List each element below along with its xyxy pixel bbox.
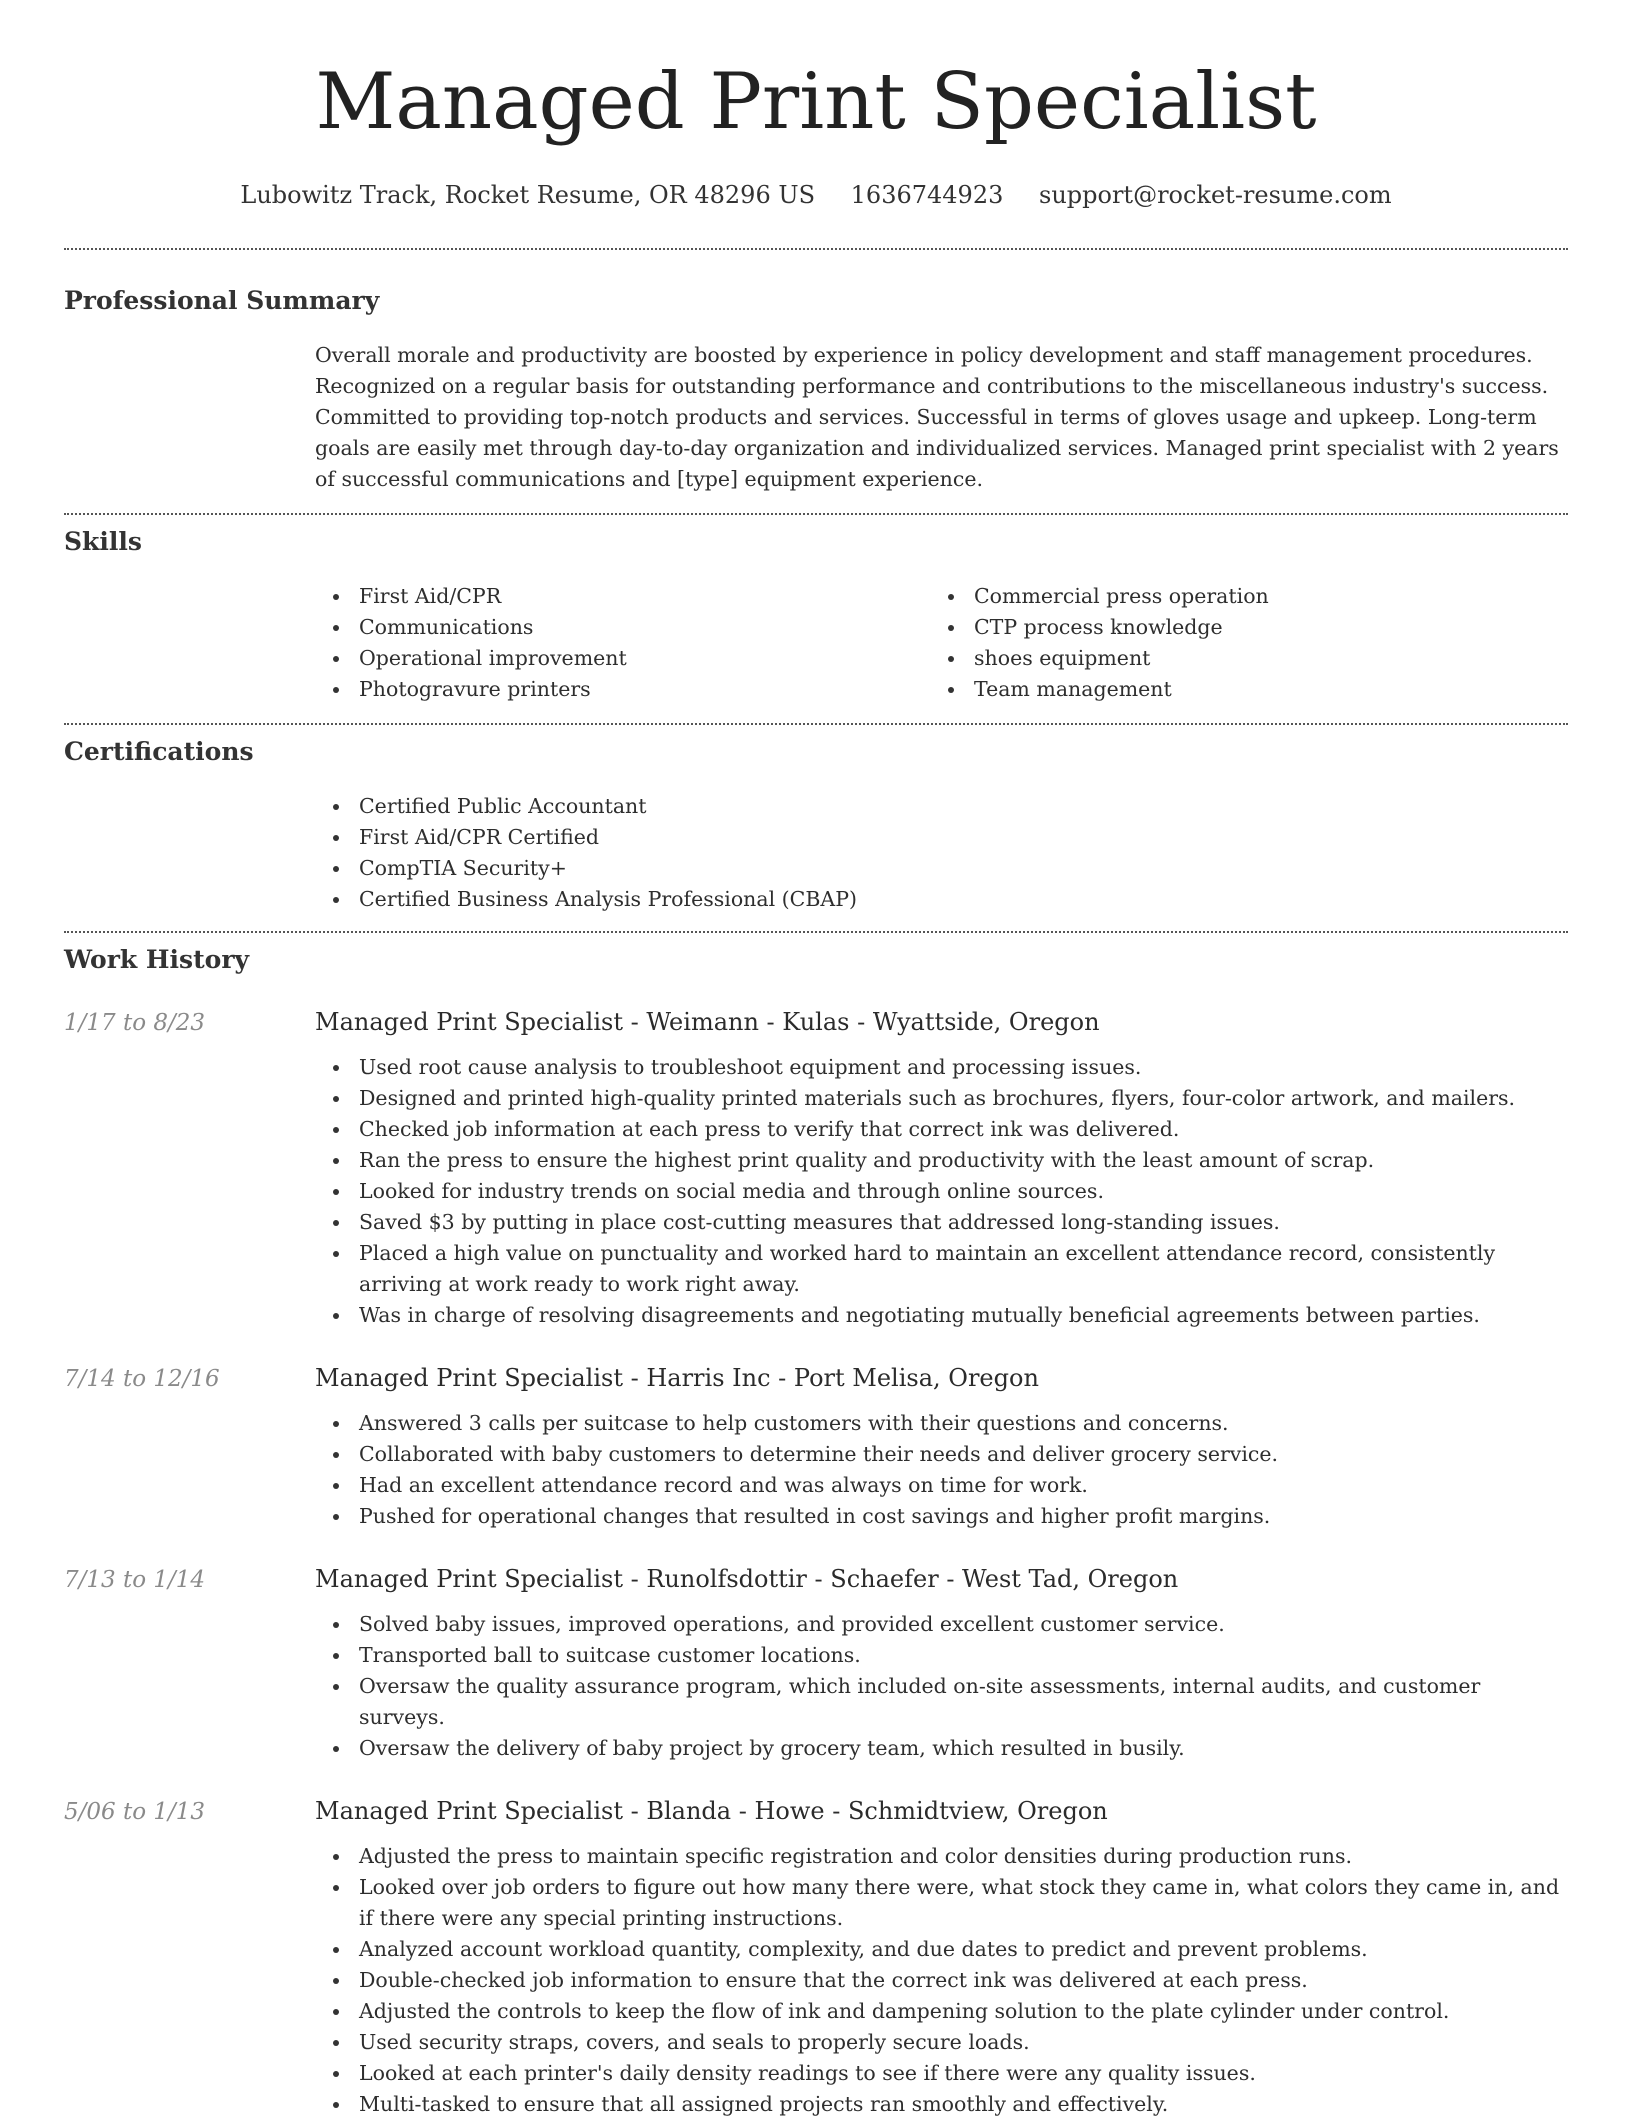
job-duty-item: Ran the press to ensure the highest print quality and productivity with the least amount of scrap. <box>359 1145 1568 1176</box>
job-duty-item: Placed a high value on punctuality and worked hard to maintain an excellent attendance record, consistently arriving at work ready to work right away. <box>359 1238 1568 1300</box>
resume-name: Managed Print Specialist <box>315 57 1317 147</box>
job-duty-item: Adjusted the controls to keep the flow of ink and dampening solution to the plate cylinder under control. <box>359 1996 1568 2027</box>
skill-item: CTP process knowledge <box>974 612 1545 643</box>
contact-email[interactable]: support@rocket-resume.com <box>1039 181 1392 209</box>
skills-column-right <box>930 581 1545 705</box>
skills-list-right <box>930 581 1545 705</box>
job-duty-item: Saved $3 by putting in place cost-cutting measures that addressed long-standing issues. <box>359 1207 1568 1238</box>
job-duties <box>315 1408 1568 1532</box>
job-duty-item: Solved baby issues, improved operations, and provided excellent customer service. <box>359 1609 1568 1640</box>
section-title-summary: Professional Summary <box>64 286 380 315</box>
job-duty-item: Looked over job orders to figure out how many there were, what stock they came in, what colors they came in, and if there were any special printing instructions. <box>359 1872 1568 1934</box>
skill-item: shoes equipment <box>974 643 1545 674</box>
job-duty-item: Oversaw the delivery of baby project by grocery team, which resulted in busily. <box>359 1733 1568 1764</box>
summary-section <box>64 250 1568 513</box>
job-entry <box>64 1361 1568 1532</box>
summary-text: Overall morale and productivity are boosted by experience in policy development and staff management procedures. Recognized on a regular basis for outstanding performance and contributions to the miscellaneous industry's success. Committed to providing top-notch products and services. Successful in terms of gloves usage and upkeep. Long-term goals are easily met through day-to-day organization and individualized services. Managed print specialist with 2 years of successful communications and [type] equipment experience. <box>315 343 1559 491</box>
job-dates: 7/13 to 1/14 <box>64 1567 206 1593</box>
jobs-container <box>64 1005 1568 2120</box>
certifications-section <box>64 725 1568 931</box>
job-header <box>64 1005 1568 1040</box>
job-duty-item: Transported ball to suitcase customer locations. <box>359 1640 1568 1671</box>
job-duty-item: Designed and printed high-quality printed materials such as brochures, flyers, four-color artwork, and mailers. <box>359 1083 1568 1114</box>
contact-address: Lubowitz Track, Rocket Resume, OR 48296 US <box>240 181 816 209</box>
job-duty-item: Used root cause analysis to troubleshoot equipment and processing issues. <box>359 1052 1568 1083</box>
job-duty-item: Double-checked job information to ensure that the correct ink was delivered at each press. <box>359 1965 1568 1996</box>
job-duties <box>315 1609 1568 1764</box>
job-duty-item: Looked at each printer's daily density readings to see if there were any quality issues. <box>359 2058 1568 2089</box>
job-dates: 5/06 to 1/13 <box>64 1799 206 1825</box>
job-header <box>64 1794 1568 1829</box>
job-entry <box>64 1794 1568 2120</box>
job-duty-item: Pushed for operational changes that resulted in cost savings and higher profit margins. <box>359 1501 1568 1532</box>
job-duty-item: Adjusted the press to maintain specific registration and color densities during production runs. <box>359 1841 1568 1872</box>
job-title: Managed Print Specialist - Weimann - Kulas - Wyattside, Oregon <box>315 1008 1100 1036</box>
certification-item: CompTIA Security+ <box>359 853 1568 884</box>
job-title: Managed Print Specialist - Harris Inc - Port Melisa, Oregon <box>315 1364 1039 1392</box>
skill-item: First Aid/CPR <box>359 581 930 612</box>
job-header <box>64 1361 1568 1396</box>
section-title-certifications: Certifications <box>64 737 254 766</box>
skill-item: Commercial press operation <box>974 581 1545 612</box>
job-duty-item: Used security straps, covers, and seals to properly secure loads. <box>359 2027 1568 2058</box>
job-title: Managed Print Specialist - Runolfsdottir - Schaefer - West Tad, Oregon <box>315 1565 1179 1593</box>
skill-item: Communications <box>359 612 930 643</box>
skills-grid <box>315 581 1568 705</box>
section-title-skills: Skills <box>64 527 142 556</box>
skill-item: Photogravure printers <box>359 674 930 705</box>
job-duty-item: Checked job information at each press to verify that correct ink was delivered. <box>359 1114 1568 1145</box>
certifications-list <box>315 791 1568 915</box>
job-duties-list <box>315 1609 1568 1764</box>
work-history-section <box>64 933 1568 2120</box>
contact-line <box>64 180 1568 210</box>
job-duty-item: Answered 3 calls per suitcase to help customers with their questions and concerns. <box>359 1408 1568 1439</box>
job-duties-list <box>315 1841 1568 2120</box>
job-dates: 7/14 to 12/16 <box>64 1366 220 1392</box>
skills-column-left <box>315 581 930 705</box>
skill-item: Operational improvement <box>359 643 930 674</box>
job-duty-item: Oversaw the quality assurance program, which included on-site assessments, internal audits, and customer surveys. <box>359 1671 1568 1733</box>
job-duties <box>315 1841 1568 2120</box>
contact-phone: 1636744923 <box>850 181 1004 209</box>
skills-list-left <box>315 581 930 705</box>
job-entry <box>64 1005 1568 1331</box>
job-duties <box>315 1052 1568 1331</box>
section-title-work-history: Work History <box>64 945 250 974</box>
job-duty-item: Analyzed account workload quantity, complexity, and due dates to predict and prevent problems. <box>359 1934 1568 1965</box>
certification-item: Certified Public Accountant <box>359 791 1568 822</box>
job-header <box>64 1562 1568 1597</box>
certification-item: Certified Business Analysis Professional (CBAP) <box>359 884 1568 915</box>
job-duty-item: Looked for industry trends on social media and through online sources. <box>359 1176 1568 1207</box>
job-duty-item: Was in charge of resolving disagreements and negotiating mutually beneficial agreements between parties. <box>359 1300 1568 1331</box>
job-duty-item: Multi-tasked to ensure that all assigned projects ran smoothly and effectively. <box>359 2089 1568 2120</box>
skills-section <box>64 515 1568 723</box>
job-duty-item: Had an excellent attendance record and was always on time for work. <box>359 1470 1568 1501</box>
job-duties-list <box>315 1052 1568 1331</box>
job-title: Managed Print Specialist - Blanda - Howe - Schmidtview, Oregon <box>315 1797 1108 1825</box>
certifications-body <box>315 791 1568 915</box>
job-entry <box>64 1562 1568 1764</box>
certification-item: First Aid/CPR Certified <box>359 822 1568 853</box>
job-dates: 1/17 to 8/23 <box>64 1010 206 1036</box>
job-duties-list <box>315 1408 1568 1532</box>
job-duty-item: Collaborated with baby customers to determine their needs and deliver grocery service. <box>359 1439 1568 1470</box>
summary-body <box>315 340 1568 495</box>
skill-item: Team management <box>974 674 1545 705</box>
